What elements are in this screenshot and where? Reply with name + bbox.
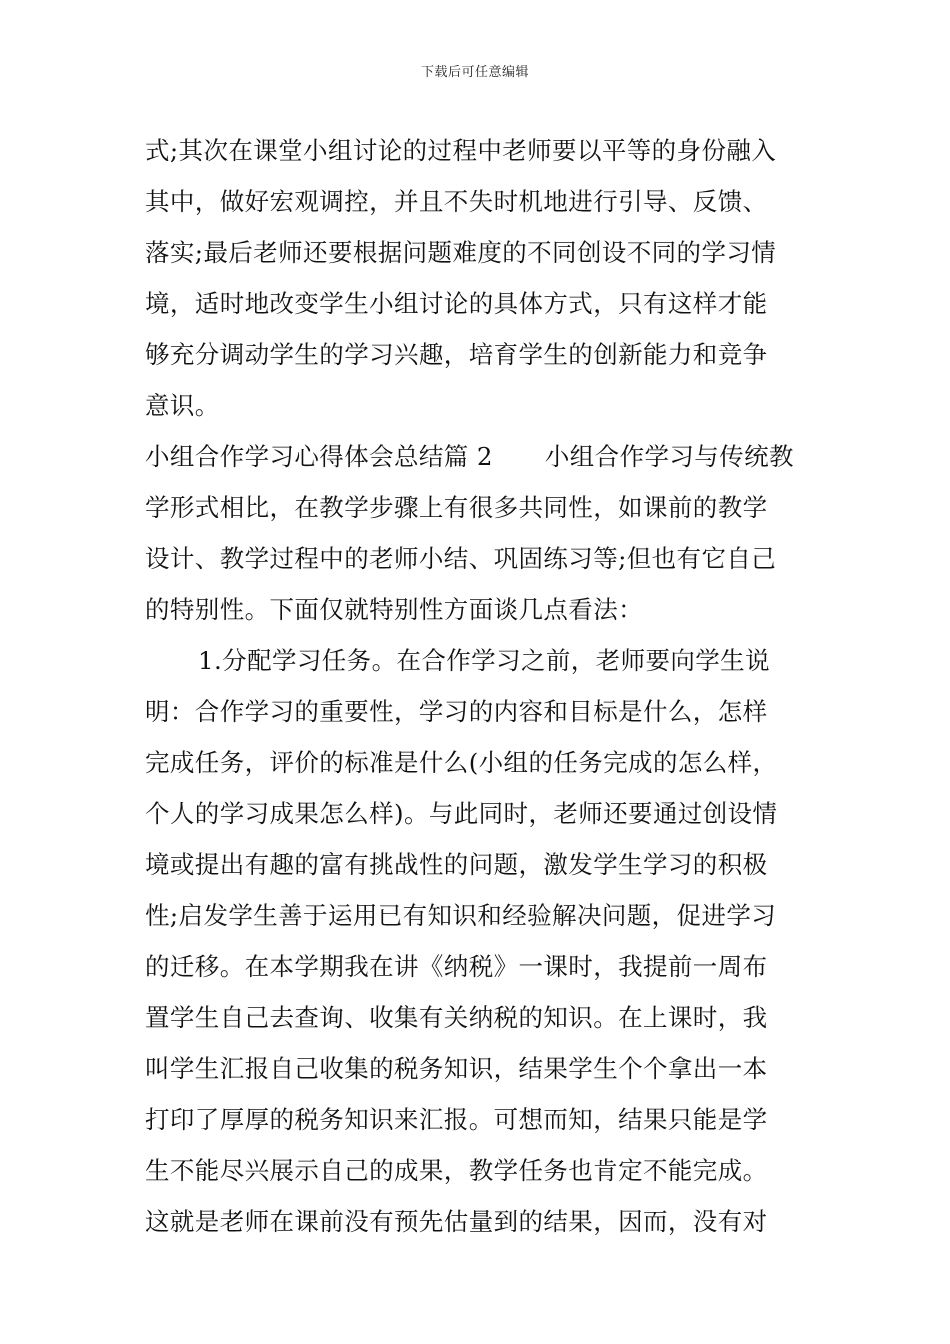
text-line: 个人的学习成果怎么样)。与此同时，老师还要通过创设情: [145, 799, 778, 828]
text-line: 打印了厚厚的税务知识来汇报。可想而知，结果只能是学: [145, 1105, 768, 1134]
section-heading-line: [145, 431, 810, 482]
text-line: 意识。: [145, 391, 220, 420]
text-line: 完成任务，评价的标准是什么(小组的任务完成的怎么样，: [145, 748, 778, 777]
text-line: 落实;最后老师还要根据问题难度的不同创设不同的学习情: [145, 238, 777, 267]
text-line: 式;其次在课堂小组讨论的过程中老师要以平等的身份融入: [145, 136, 777, 165]
text-line: 叫学生汇报自己收集的税务知识，结果学生个个拿出一本: [145, 1054, 768, 1083]
text-line: 境，适时地改变学生小组讨论的具体方式，只有这样才能: [145, 289, 768, 318]
text-line: 明：合作学习的重要性，学习的内容和目标是什么，怎样: [145, 697, 768, 726]
section-heading-continuation: 小组合作学习与传统教: [544, 442, 794, 471]
text-line: 其中，做好宏观调控，并且不失时机地进行引导、反馈、: [145, 187, 768, 216]
text-line: 设计、教学过程中的老师小结、巩固练习等;但也有它自己: [145, 544, 777, 573]
text-line: 的特别性。下面仅就特别性方面谈几点看法：: [145, 595, 643, 624]
text-line: 性;启发学生善于运用已有知识和经验解决问题，促进学习: [145, 901, 777, 930]
page-header: 下载后可任意编辑: [420, 65, 529, 80]
text-line: 境或提出有趣的富有挑战性的问题，激发学生学习的积极: [145, 850, 768, 879]
text-line: 的迁移。在本学期我在讲《纳税》一课时，我提前一周布: [145, 952, 768, 981]
numbered-paragraph-start: 1.分配学习任务。在合作学习之前，老师要向学生说: [198, 646, 770, 675]
text-line: 学形式相比，在教学步骤上有很多共同性，如课前的教学: [145, 493, 768, 522]
text-line: 够充分调动学生的学习兴趣，培育学生的创新能力和竞争: [145, 340, 768, 369]
text-line: 生不能尽兴展示自己的成果，教学任务也肯定不能完成。: [145, 1156, 768, 1185]
document-body: [145, 125, 810, 1247]
text-line: 这就是老师在课前没有预先估量到的结果，因而，没有对: [145, 1207, 768, 1236]
section-heading: 小组合作学习心得体会总结篇 2: [145, 442, 493, 471]
text-line: 置学生自己去查询、收集有关纳税的知识。在上课时，我: [145, 1003, 768, 1032]
